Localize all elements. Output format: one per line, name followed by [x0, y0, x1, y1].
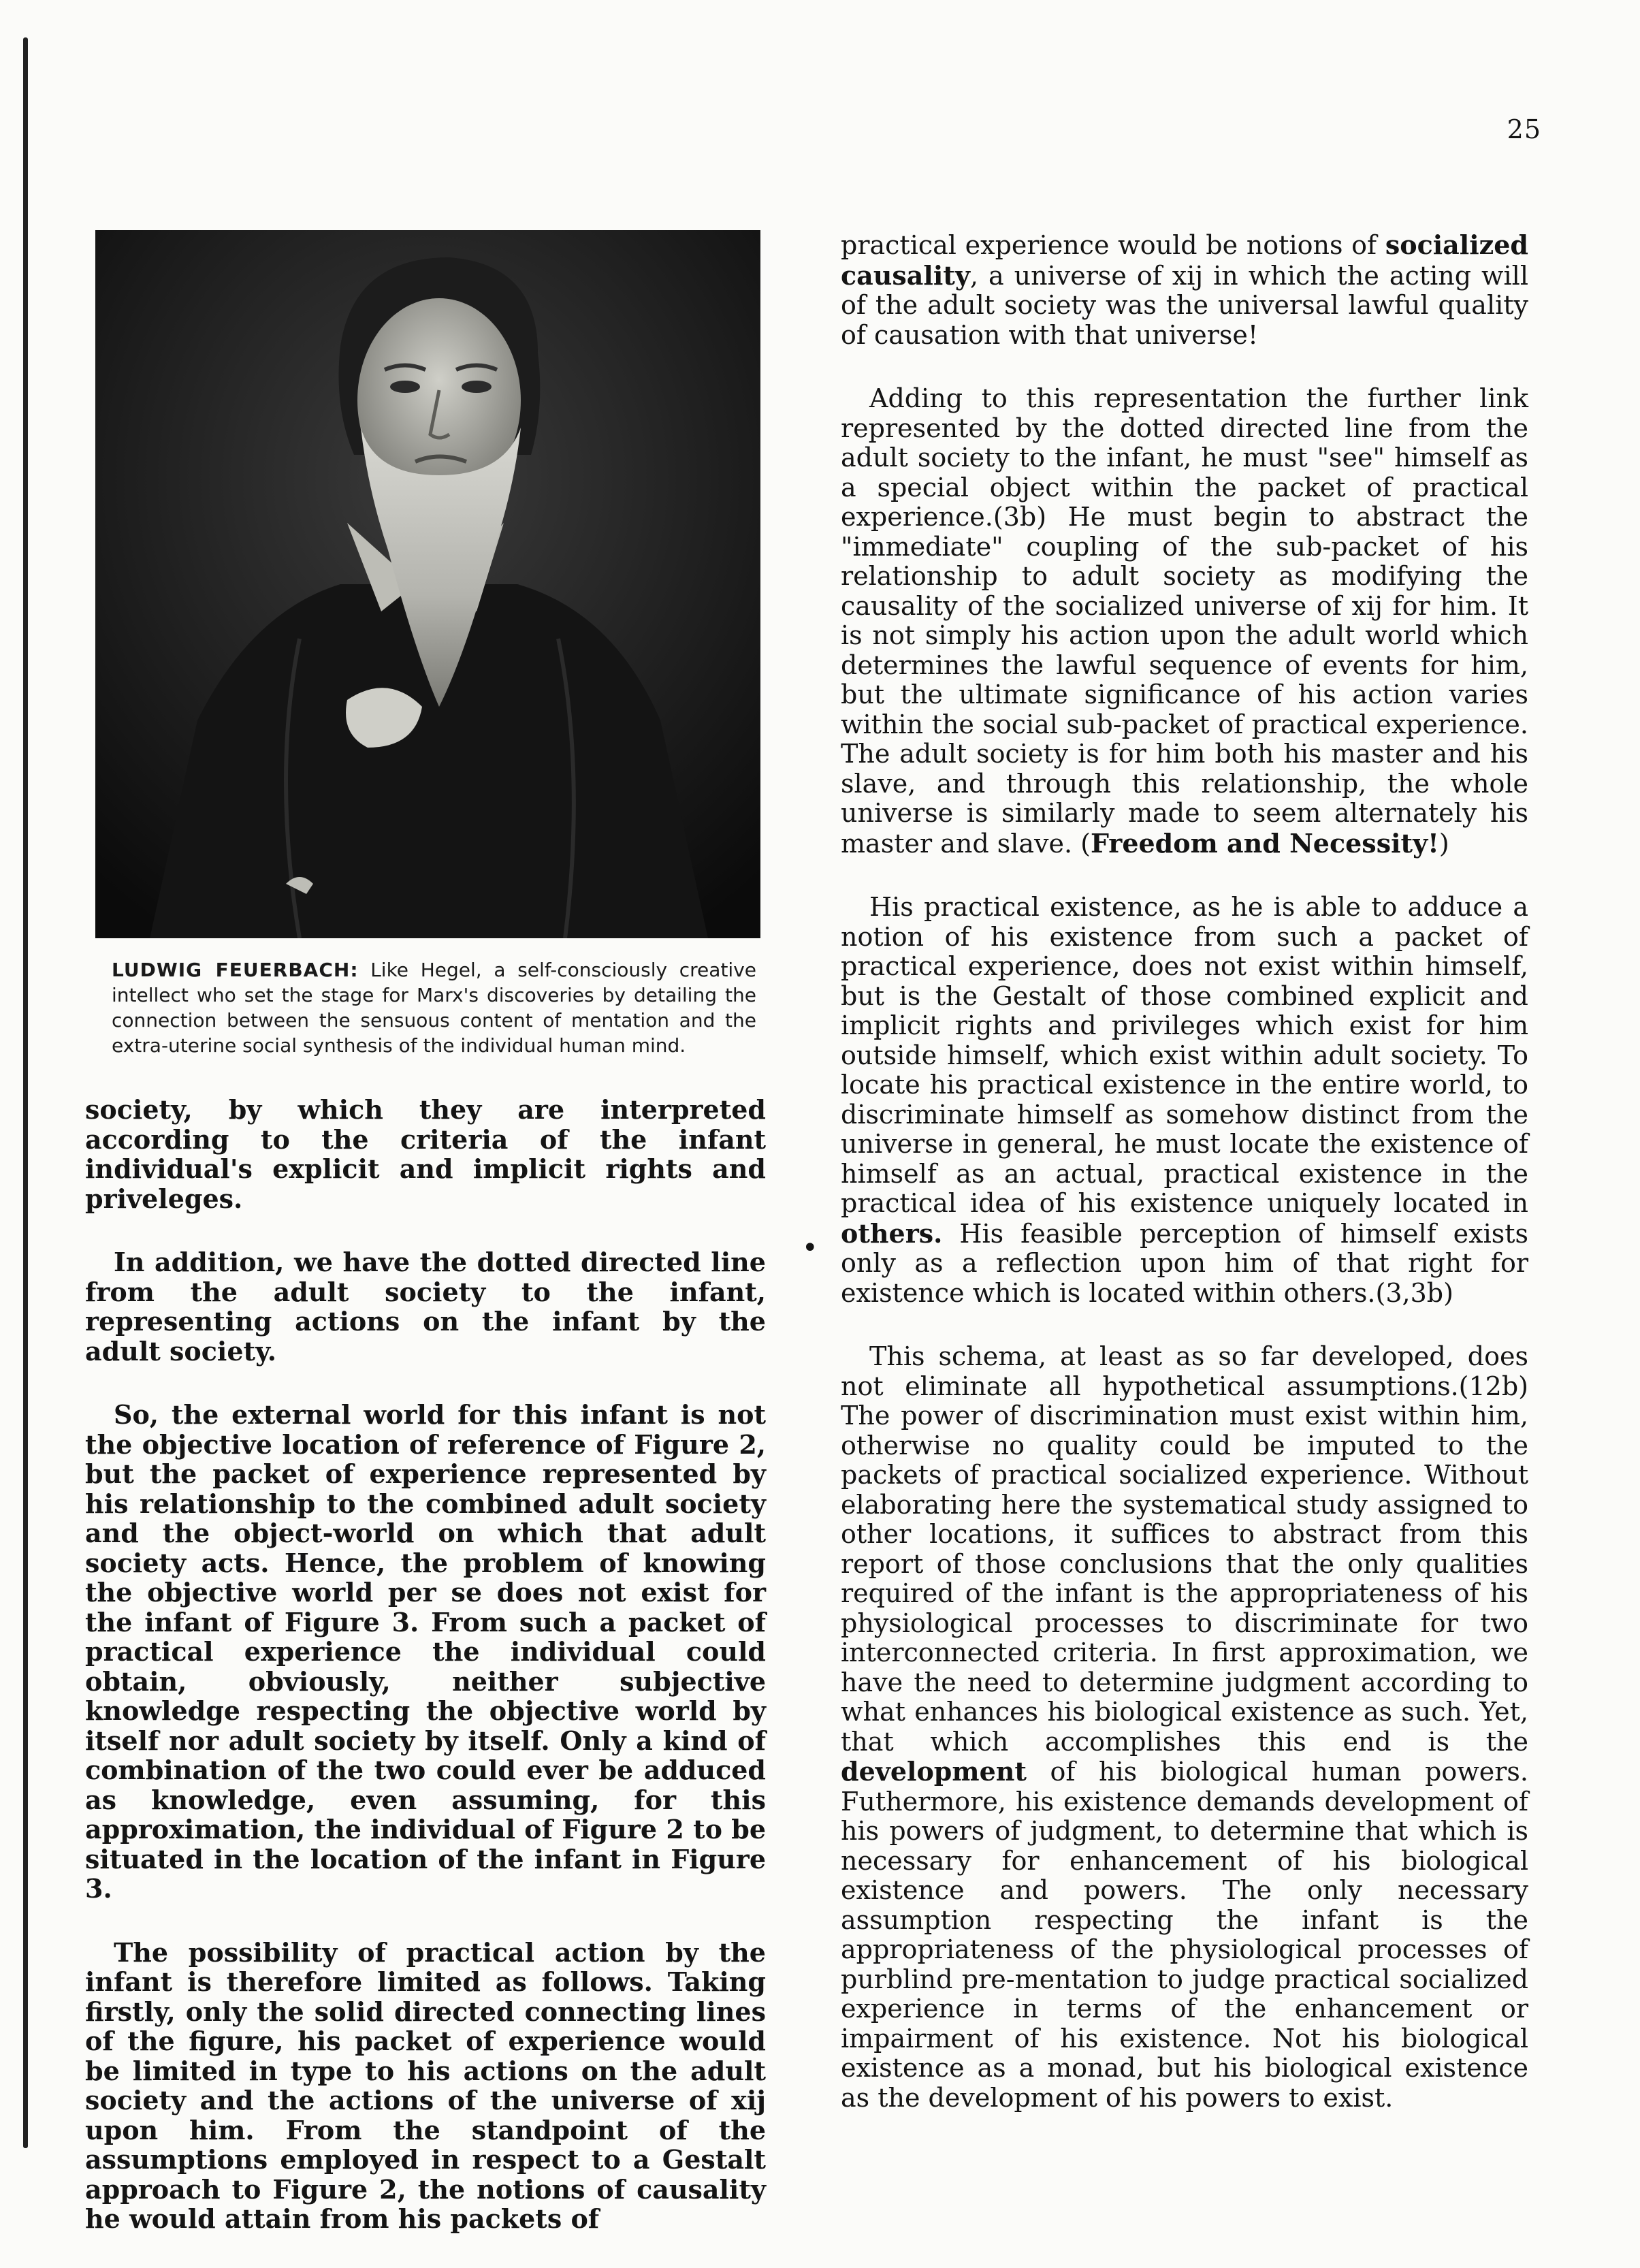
- p4-text-a: This schema, at least as so far developed, does not eliminate all hypothetical assumptions.(12b) The power of discrimination must exist within him, otherwise no quality could be imputed to the packets of practical socialized experience. Without elaborating here the systematical study assigned to other locations, it suffices to abstract from this report of those conclusions that the only qualities required of the infant is the appropriateness of his physiological processes to discriminate for two interconnected criteria. In first approximation, we have the need to determine judgment according to what enhances his biological existence as such. Yet, that which accomplishes this end is the: [841, 1341, 1528, 1757]
- p3-text-c: His feasible perception of himself exists only as a reflection upon him of that right for existence which is located within others.(3,3b): [841, 1218, 1528, 1308]
- figure-caption: [95, 957, 760, 1058]
- p3-text-a: His practical existence, as he is able to adduce a notion of his existence from such a packet of practical experience, does not exist within himself, but is the Gestalt of those combined explicit and implicit rights and privileges which exist for him outside himself, which exist within adult society. To locate his practical existence in the entire world, to discriminate himself as somehow distinct from the universe in general, he must locate the existence of himself as an actual, practical existence in the practical idea of his existence uniquely located in: [841, 892, 1528, 1218]
- page-number: 25: [1507, 114, 1541, 144]
- p4-text-c: of his biological human powers. Futhermore, his existence demands development of his powers of judgment, to determine that which is necessary for enhancement of his biological existence and powers. The only necessary assumption respecting the infant is the appropriateness of the physiological processes of purblind pre-mentation to judge practical socialized experience in terms of the enhancement or impairment of his existence. Not his biological existence as a monad, but his biological existence as the development of his powers to exist.: [841, 1757, 1528, 2113]
- left-paragraph-2: In addition, we have the dotted directed line from the adult society to the infant, representing actions on the infant by the adult society.: [85, 1247, 766, 1367]
- portrait-photograph: [95, 230, 760, 938]
- p2-text-c: ): [1438, 828, 1449, 859]
- left-paragraph-4: The possibility of practical action by the infant is therefore limited as follows. Taking firstly, only the solid directed connecting lines of the figure, his packet of experience would be limited in type to his actions on the adult society and the actions of the universe of xij upon him. From the standpoint of the assumptions employed in respect to a Gestalt approach to Figure 2, the notions of causality he would attain from his packets of: [85, 1936, 766, 2234]
- scan-edge-line: [23, 37, 28, 2148]
- left-paragraph-1: society, by which they are interpreted according to the criteria of the infant individual's explicit and implicit rights and priveleges.: [85, 1094, 766, 1214]
- right-column: [841, 230, 1528, 2147]
- p1-text-a: practical experience would be notions of: [841, 230, 1385, 260]
- p2-bold: Freedom and Necessity!: [1090, 827, 1439, 859]
- p3-bold: others.: [841, 1217, 943, 1249]
- right-paragraph-1: [841, 230, 1528, 350]
- right-paragraph-2: [841, 384, 1528, 859]
- left-column: [85, 1095, 766, 2268]
- right-paragraph-3: [841, 893, 1528, 1308]
- right-paragraph-4: [841, 1342, 1528, 2113]
- p2-text-a: Adding to this representation the further link represented by the dotted directed line from the adult society to the infant, he must "see" himself as a special object within the packet of practical experience.(3b) He must begin to abstract the "immediate" coupling of the sub-packet of his relationship to adult society as modifying the causality of the socialized universe of xij for him. It is not simply his action upon the adult world which determines the lawful sequence of events for him, but the ultimate significance of his action varies within the social sub-packet of practical experience. The adult society is for him both his master and his slave, and through this relationship, the whole universe is similarly made to seem alternately his master and slave. (: [841, 383, 1528, 859]
- p1-bold: socialized causality: [841, 229, 1528, 291]
- left-paragraph-3: So, the external world for this infant is not the objective location of reference of Figure 2, but the packet of experience represented by his relationship to the combined adult society and the object-world on which that adult society acts. Hence, the problem of knowing the objective world per se does not exist for the infant of Figure 3. From such a packet of practical experience the individual could obtain, obviously, neither subjective knowledge respecting the objective world by itself nor adult society by itself. Only a kind of combination of the two could ever be adduced as knowledge, even assuming, for this approximation, the individual of Figure 2 to be situated in the location of the infant in Figure 3.: [85, 1399, 766, 1904]
- p4-bold: development: [841, 1756, 1027, 1787]
- caption-text: Like Hegel, a self-consciously creative intellect who set the stage for Marx's discoveries by detailing the connection between the sensuous content of mentation and the extra-uterine social synthesis of the individual human mind.: [112, 959, 756, 1057]
- caption-name: LUDWIG FEUERBACH:: [112, 959, 359, 981]
- margin-dot: •: [802, 1232, 818, 1264]
- p1-text-c: , a universe of xij in which the acting will of the adult society was the universal lawful quality of causation with that universe!: [841, 260, 1528, 350]
- figure: [95, 230, 760, 1058]
